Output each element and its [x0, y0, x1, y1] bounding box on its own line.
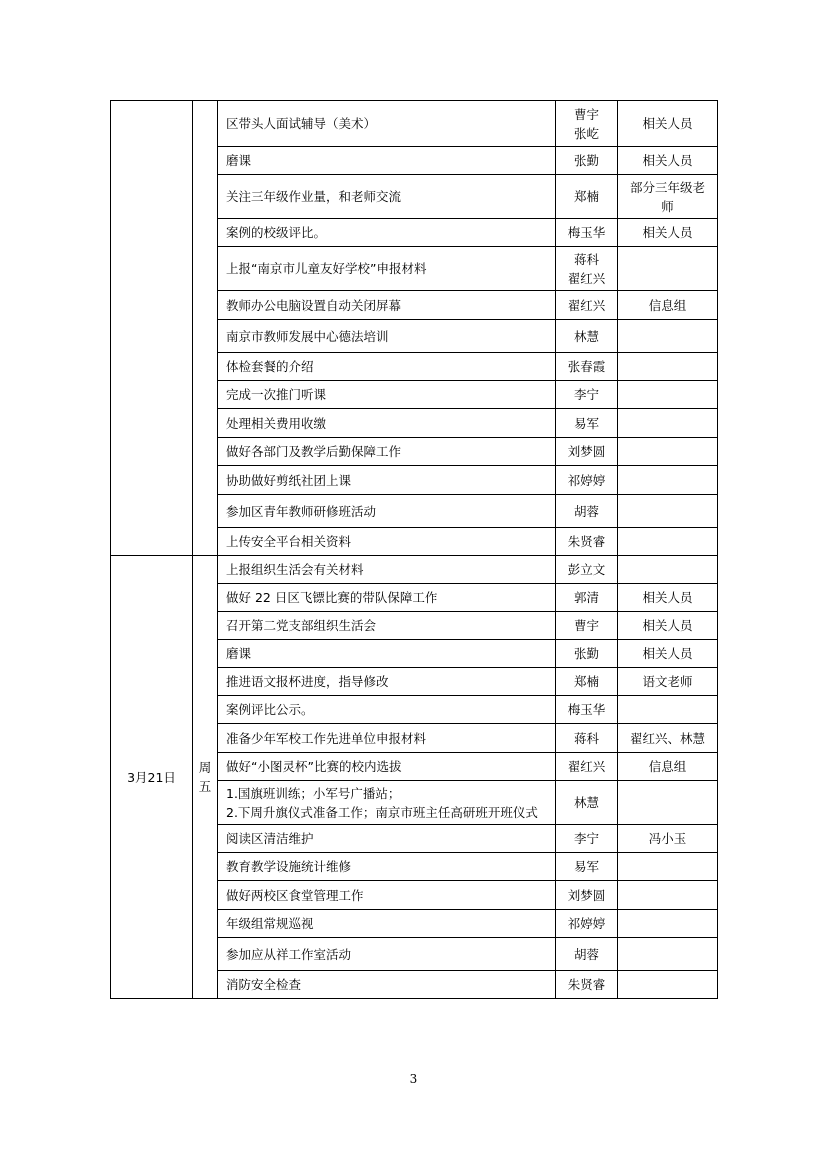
date-label: 3月21日 — [127, 769, 176, 785]
participants-cell — [618, 640, 718, 668]
person-name: 曹宇 — [573, 618, 599, 633]
task-cell — [218, 825, 556, 853]
person-name: 张屹 — [573, 125, 599, 141]
participants-cell — [618, 612, 718, 640]
task-text: 磨课 — [226, 646, 252, 661]
person-name: 曹宇 — [573, 106, 599, 122]
person-name: 翟红兴 — [567, 297, 606, 313]
person-cell — [556, 219, 618, 247]
task-cell — [218, 556, 556, 584]
person-cell — [556, 495, 618, 528]
task-cell — [218, 353, 556, 381]
person-cell — [556, 668, 618, 696]
participants-cell — [618, 495, 718, 528]
task-text: 年级组常规巡视 — [226, 916, 314, 931]
person-cell — [556, 753, 618, 781]
person-name: 彭立文 — [567, 562, 606, 577]
task-text: 消防安全检查 — [226, 977, 302, 992]
person-name: 刘梦圆 — [567, 887, 606, 903]
participants-cell — [618, 853, 718, 881]
person-cell — [556, 696, 618, 724]
task-cell — [218, 147, 556, 175]
person-name: 朱贤睿 — [567, 534, 606, 549]
task-text: 完成一次推门听课 — [226, 387, 327, 402]
participants-text: 相关人员 — [642, 590, 693, 605]
schedule-row — [111, 101, 718, 147]
task-text: 准备少年军校工作先进单位申报材料 — [226, 730, 427, 746]
weekday-cell — [193, 556, 218, 999]
task-cell — [218, 409, 556, 438]
task-cell — [218, 612, 556, 640]
person-name: 易军 — [573, 859, 599, 874]
participants-cell — [618, 466, 718, 495]
task-text: 上报组织生活会有关材料 — [226, 562, 364, 577]
schedule-table — [110, 100, 718, 999]
participants-text: 信息组 — [648, 297, 687, 313]
participants-text: 相关人员 — [642, 153, 693, 168]
person-cell — [556, 147, 618, 175]
participants-cell — [618, 781, 718, 825]
task-text: 做好 22 日区飞镖比赛的带队保障工作 — [226, 590, 438, 605]
task-cell — [218, 910, 556, 938]
schedule-body — [111, 101, 718, 999]
person-name: 梅玉华 — [567, 702, 606, 717]
person-name: 胡蓉 — [573, 503, 599, 519]
person-cell — [556, 528, 618, 556]
participants-cell — [618, 696, 718, 724]
person-name: 郑楠 — [573, 189, 599, 204]
participants-text: 师 — [661, 198, 674, 214]
participants-cell — [618, 910, 718, 938]
task-text: 案例评比公示。 — [226, 702, 314, 717]
participants-cell — [618, 175, 718, 219]
person-cell — [556, 724, 618, 753]
person-cell — [556, 466, 618, 495]
task-text: 上报“南京市儿童友好学校”申报材料 — [226, 261, 427, 276]
task-text: 案例的校级评比。 — [226, 225, 327, 240]
person-cell — [556, 353, 618, 381]
participants-cell — [618, 724, 718, 753]
task-cell — [218, 753, 556, 781]
person-name: 胡蓉 — [573, 946, 599, 962]
task-cell — [218, 291, 556, 320]
person-cell — [556, 971, 618, 999]
schedule-row — [111, 556, 718, 584]
person-name: 祁婷婷 — [567, 472, 606, 488]
participants-text: 部分三年级老 — [629, 179, 705, 195]
task-text: 做好各部门及教学后勤保障工作 — [226, 444, 402, 459]
participants-cell — [618, 353, 718, 381]
task-text: 召开第二党支部组织生活会 — [226, 618, 377, 633]
person-name: 祁婷婷 — [567, 916, 606, 931]
participants-cell — [618, 320, 718, 353]
task-cell — [218, 247, 556, 291]
participants-cell — [618, 219, 718, 247]
task-text: 参加区青年教师研修班活动 — [226, 503, 377, 519]
task-cell — [218, 101, 556, 147]
task-text: 推进语文报杯进度，指导修改 — [226, 674, 389, 689]
person-cell — [556, 881, 618, 910]
task-text: 区带头人面试辅导（美术） — [226, 116, 377, 131]
task-text: 2.下周升旗仪式准备工作；南京市班主任高研班开班仪式 — [226, 804, 538, 820]
task-cell — [218, 528, 556, 556]
task-cell — [218, 466, 556, 495]
task-cell — [218, 438, 556, 466]
task-cell — [218, 853, 556, 881]
participants-cell — [618, 409, 718, 438]
person-name: 梅玉华 — [567, 225, 606, 240]
task-cell — [218, 781, 556, 825]
participants-text: 语文老师 — [642, 674, 693, 689]
participants-cell — [618, 971, 718, 999]
person-name: 李宁 — [573, 387, 599, 402]
person-cell — [556, 584, 618, 612]
participants-cell — [618, 668, 718, 696]
person-name: 翟红兴 — [567, 270, 606, 286]
participants-text: 相关人员 — [642, 116, 693, 131]
person-name: 郭清 — [573, 590, 599, 605]
participants-text: 信息组 — [648, 759, 687, 774]
person-name: 李宁 — [573, 831, 599, 846]
date-cell — [111, 556, 193, 999]
weekday-char: 五 — [198, 779, 212, 794]
task-cell — [218, 640, 556, 668]
person-cell — [556, 438, 618, 466]
participants-cell — [618, 381, 718, 409]
person-name: 蒋科 — [573, 730, 599, 746]
person-cell — [556, 781, 618, 825]
participants-text: 冯小玉 — [648, 831, 687, 846]
person-cell — [556, 320, 618, 353]
person-cell — [556, 825, 618, 853]
person-cell — [556, 640, 618, 668]
person-cell — [556, 175, 618, 219]
participants-text: 相关人员 — [642, 225, 693, 240]
participants-cell — [618, 825, 718, 853]
person-name: 张勤 — [573, 646, 599, 661]
person-name: 刘梦圆 — [567, 444, 606, 459]
participants-cell — [618, 584, 718, 612]
participants-cell — [618, 247, 718, 291]
participants-cell — [618, 147, 718, 175]
task-cell — [218, 320, 556, 353]
participants-cell — [618, 881, 718, 910]
page-number: 3 — [409, 1072, 418, 1086]
person-name: 蒋科 — [573, 251, 599, 267]
person-name: 张勤 — [573, 153, 599, 168]
task-cell — [218, 381, 556, 409]
task-text: 做好“小图灵杯”比赛的校内选拔 — [226, 759, 402, 774]
task-text: 参加应从祥工作室活动 — [226, 946, 352, 962]
person-cell — [556, 910, 618, 938]
task-cell — [218, 971, 556, 999]
person-cell — [556, 409, 618, 438]
participants-cell — [618, 753, 718, 781]
participants-cell — [618, 528, 718, 556]
person-name: 林慧 — [573, 795, 599, 810]
task-cell — [218, 938, 556, 971]
person-name: 林慧 — [573, 328, 599, 344]
person-cell — [556, 612, 618, 640]
task-text: 教师办公电脑设置自动关闭屏幕 — [226, 297, 402, 313]
participants-text: 相关人员 — [642, 618, 693, 633]
task-text: 教育教学设施统计维修 — [226, 859, 352, 874]
task-text: 体检套餐的介绍 — [226, 359, 314, 374]
task-text: 1.国旗班训练；小军号广播站； — [226, 785, 401, 801]
participants-cell — [618, 438, 718, 466]
participants-cell — [618, 938, 718, 971]
participants-text: 相关人员 — [642, 646, 693, 661]
weekday-char: 周 — [198, 760, 212, 775]
task-cell — [218, 881, 556, 910]
person-cell — [556, 853, 618, 881]
person-name: 张春霞 — [567, 359, 606, 374]
person-cell — [556, 938, 618, 971]
weekday-cell — [193, 101, 218, 556]
task-text: 上传安全平台相关资料 — [226, 534, 352, 549]
person-name: 郑楠 — [573, 674, 599, 689]
task-cell — [218, 724, 556, 753]
person-name: 翟红兴 — [567, 759, 606, 774]
person-cell — [556, 556, 618, 584]
task-text: 阅读区清洁维护 — [226, 831, 314, 846]
task-cell — [218, 696, 556, 724]
participants-cell — [618, 556, 718, 584]
task-text: 协助做好剪纸社团上课 — [226, 472, 352, 488]
person-name: 朱贤睿 — [567, 977, 606, 992]
person-name: 易军 — [573, 415, 599, 431]
task-cell — [218, 219, 556, 247]
person-cell — [556, 101, 618, 147]
task-cell — [218, 584, 556, 612]
participants-cell — [618, 101, 718, 147]
task-text: 南京市教师发展中心德法培训 — [226, 328, 389, 344]
task-text: 关注三年级作业量，和老师交流 — [226, 189, 402, 204]
task-cell — [218, 175, 556, 219]
participants-text: 翟红兴、林慧 — [629, 730, 705, 746]
participants-cell — [618, 291, 718, 320]
task-text: 处理相关费用收缴 — [226, 415, 327, 431]
task-text: 做好两校区食堂管理工作 — [226, 887, 364, 903]
task-cell — [218, 495, 556, 528]
person-cell — [556, 381, 618, 409]
person-cell — [556, 291, 618, 320]
date-cell — [111, 101, 193, 556]
person-cell — [556, 247, 618, 291]
task-text: 磨课 — [226, 153, 252, 168]
task-cell — [218, 668, 556, 696]
